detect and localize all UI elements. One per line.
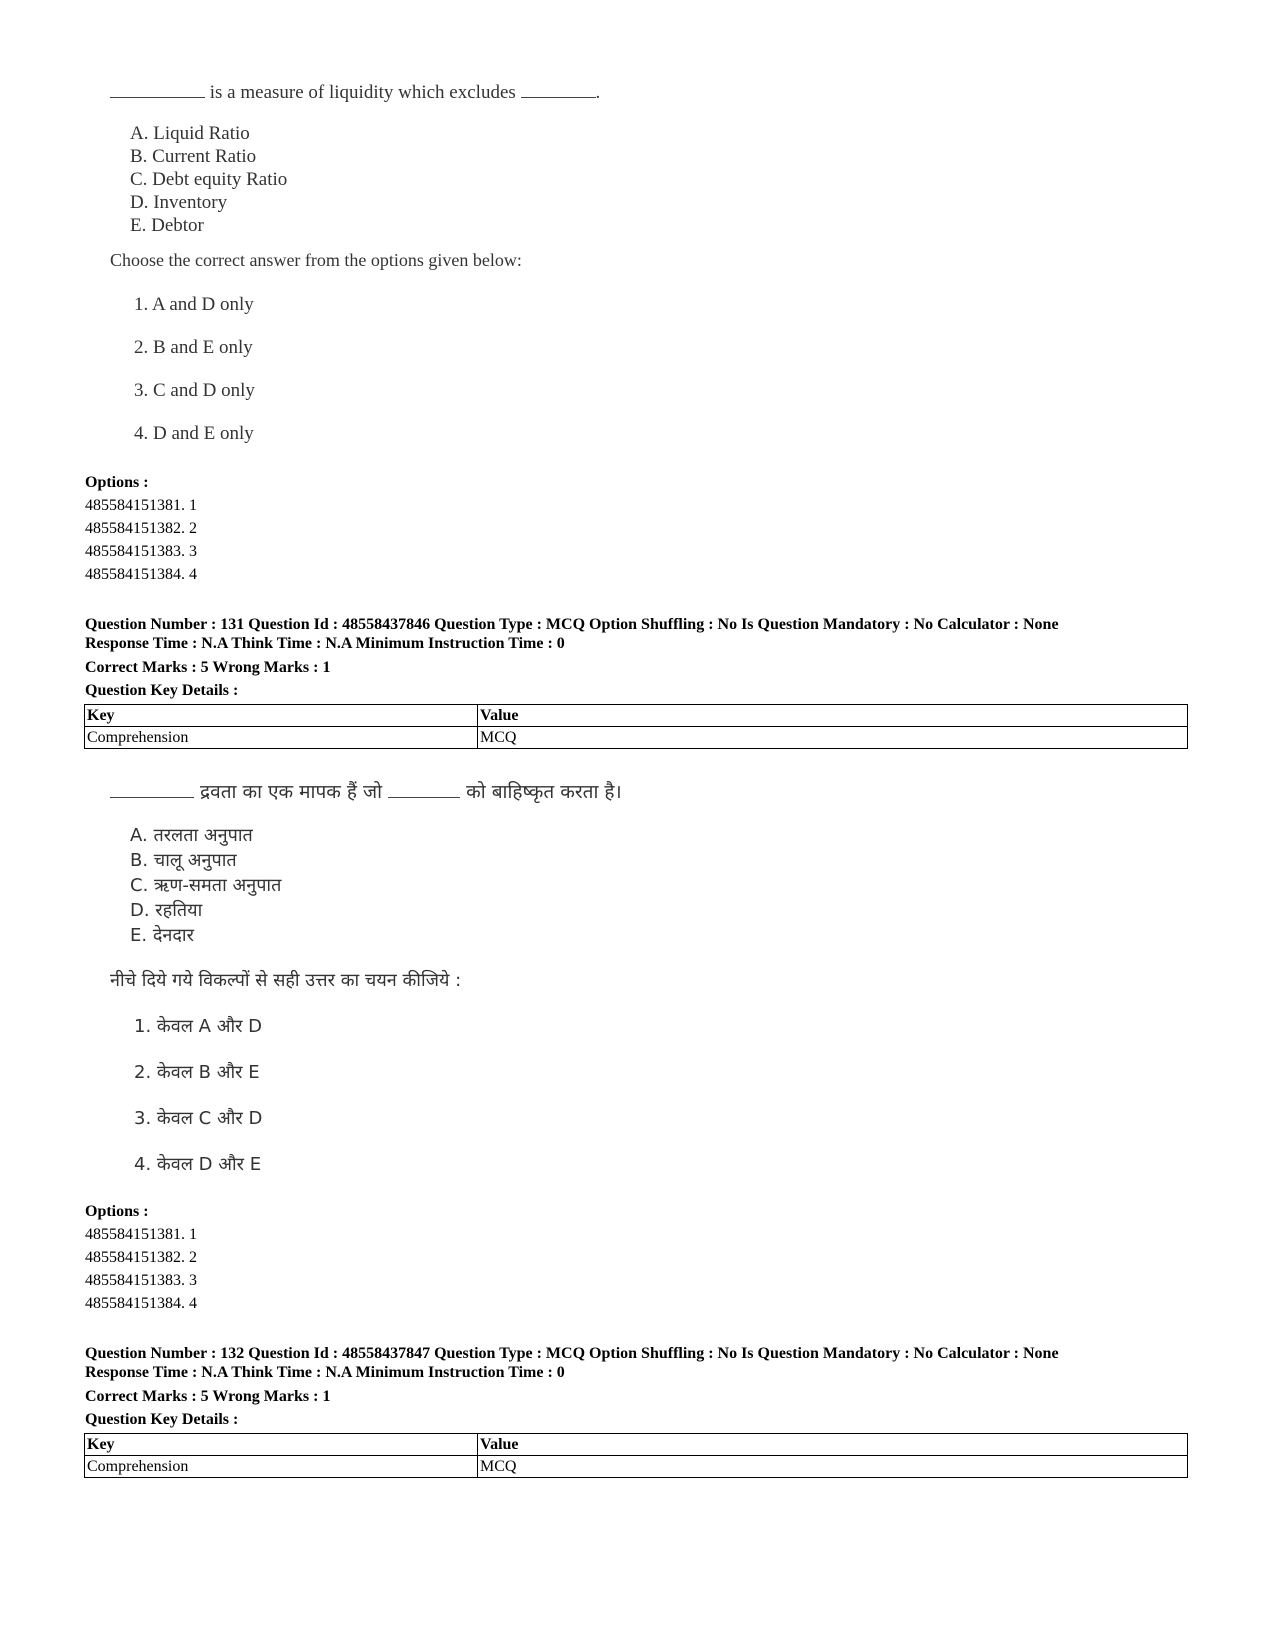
statement-item: A. Liquid Ratio [130, 123, 250, 144]
statement-list [130, 823, 281, 948]
marks-line: Correct Marks : 5 Wrong Marks : 1 [85, 659, 331, 676]
question-meta-line: Question Number : 131 Question Id : 48558437846 Question Type : MCQ Option Shuffling : No Is Question Mandatory : No Calculator : None [85, 616, 1059, 633]
choice-item: 1. केवल A और D [134, 1016, 263, 1037]
statement-item: E. देनदार [130, 925, 194, 946]
statement-item: A. तरलता अनुपात [130, 825, 253, 846]
statement-list [130, 122, 287, 237]
statement-item: B. चालू अनुपात [130, 850, 237, 871]
instruction-text: Choose the correct answer from the options given below: [110, 250, 522, 270]
statement-item: C. Debt equity Ratio [130, 169, 288, 190]
table-header-key: Key [85, 1434, 478, 1456]
option-item: 485584151382. 2 [85, 520, 197, 537]
choice-item: 3. केवल C और D [134, 1108, 263, 1129]
instruction-text: नीचे दिये गये विकल्पों से सही उत्तर का चयन कीजिये : [110, 970, 462, 991]
key-details-label: Question Key Details : [85, 1411, 239, 1428]
question-image-english [110, 82, 670, 462]
table-row [85, 1456, 1188, 1478]
table-row [85, 727, 1188, 749]
question-key-table [84, 1433, 1188, 1478]
table-header-row [85, 1434, 1188, 1456]
choice-item: 1. A and D only [134, 294, 254, 315]
options-block [85, 471, 197, 586]
option-item: 485584151383. 3 [85, 1272, 197, 1289]
question-meta-line: Response Time : N.A Think Time : N.A Minimum Instruction Time : 0 [85, 635, 565, 652]
options-heading: Options : [85, 474, 149, 491]
choice-item: 4. D and E only [134, 423, 254, 444]
statement-item: E. Debtor [130, 215, 204, 236]
table-cell-key: Comprehension [85, 727, 478, 749]
option-item: 485584151381. 1 [85, 1226, 197, 1243]
question-header [85, 615, 1059, 653]
statement-item: B. Current Ratio [130, 146, 257, 167]
answer-blank [521, 96, 596, 98]
option-item: 485584151384. 4 [85, 1295, 197, 1312]
option-item: 485584151384. 4 [85, 566, 197, 583]
choice-item: 2. B and E only [134, 337, 253, 358]
question-image-hindi [110, 778, 710, 1198]
answer-blank [388, 796, 460, 798]
question-key-table [84, 704, 1188, 749]
choice-item: 3. C and D only [134, 380, 255, 401]
question-header [85, 1344, 1059, 1382]
marks-line: Correct Marks : 5 Wrong Marks : 1 [85, 1388, 331, 1405]
options-heading: Options : [85, 1203, 149, 1220]
table-header-key: Key [85, 705, 478, 727]
choice-item: 2. केवल B और E [134, 1062, 260, 1083]
option-item: 485584151383. 3 [85, 543, 197, 560]
statement-item: D. रहतिया [130, 900, 203, 921]
question-stem: is a measure of liquidity which excludes . [110, 82, 600, 104]
table-cell-value: MCQ [478, 727, 1188, 749]
choice-item: 4. केवल D और E [134, 1154, 262, 1175]
option-item: 485584151381. 1 [85, 497, 197, 514]
question-meta-line: Question Number : 132 Question Id : 48558437847 Question Type : MCQ Option Shuffling : No Is Question Mandatory : No Calculator : None [85, 1345, 1059, 1362]
table-cell-key: Comprehension [85, 1456, 478, 1478]
statement-item: D. Inventory [130, 192, 228, 213]
answer-blank [110, 96, 205, 98]
options-block [85, 1200, 197, 1315]
option-item: 485584151382. 2 [85, 1249, 197, 1266]
question-meta-line: Response Time : N.A Think Time : N.A Minimum Instruction Time : 0 [85, 1364, 565, 1381]
table-header-row [85, 705, 1188, 727]
answer-blank [110, 796, 194, 798]
table-header-value: Value [478, 705, 1188, 727]
key-details-label: Question Key Details : [85, 682, 239, 699]
table-header-value: Value [478, 1434, 1188, 1456]
statement-item: C. ऋण-समता अनुपात [130, 875, 282, 896]
table-cell-value: MCQ [478, 1456, 1188, 1478]
question-stem: द्रवता का एक मापक हैं जो को बाहिष्कृत करता है। [110, 778, 622, 804]
